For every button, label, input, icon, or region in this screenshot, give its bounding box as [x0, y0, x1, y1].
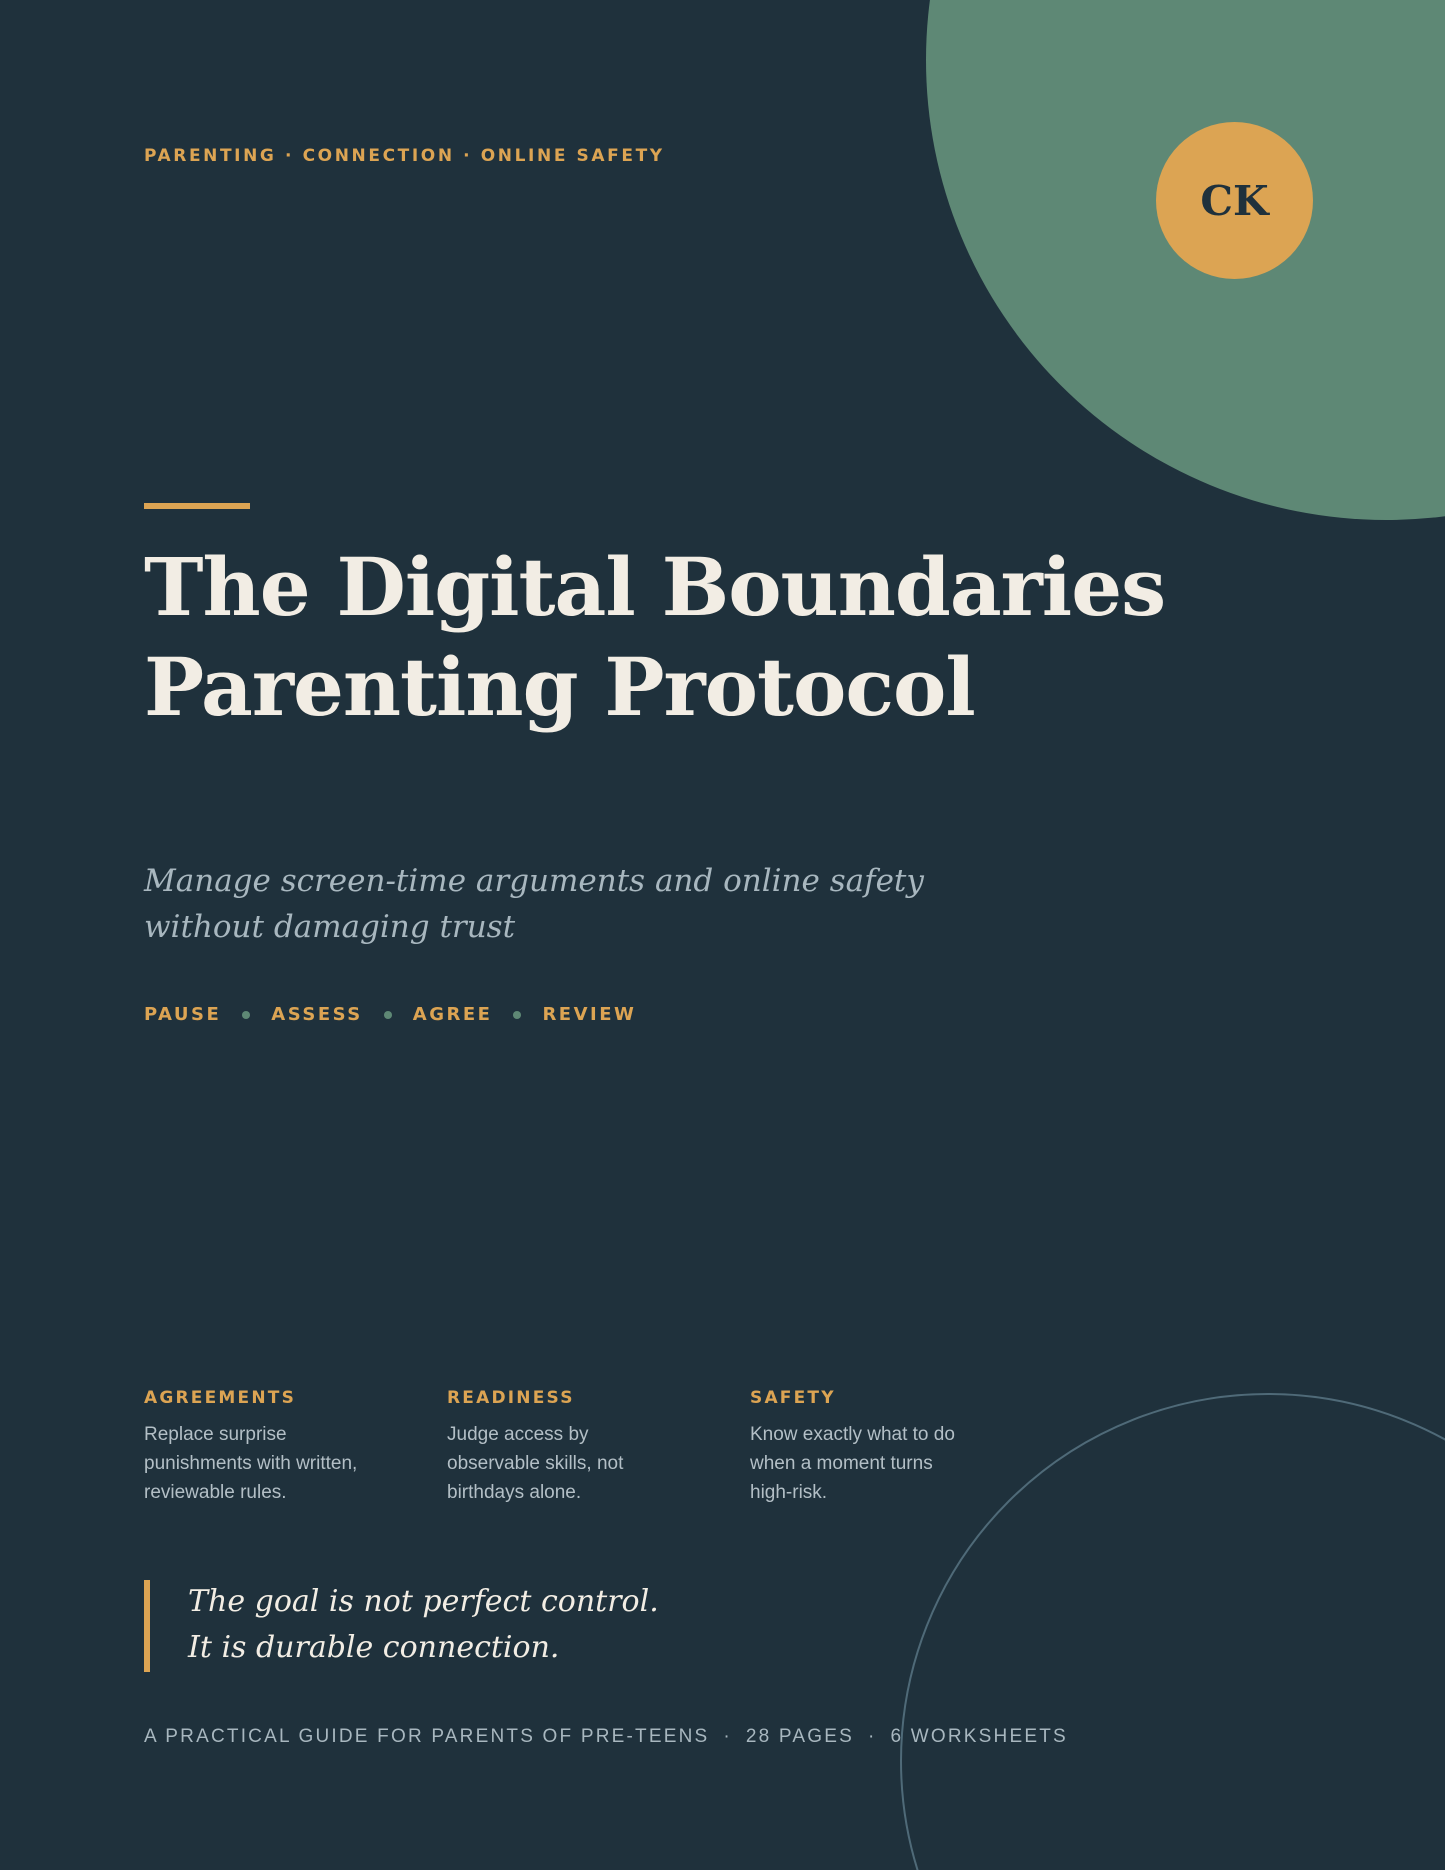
- step-separator-dot: [242, 1011, 250, 1019]
- feature-heading: AGREEMENTS: [144, 1388, 297, 1408]
- protocol-steps: [144, 1004, 636, 1025]
- footer-audience: A PRACTICAL GUIDE FOR PARENTS OF PRE-TEENS: [144, 1726, 710, 1747]
- feature-text-line: high-risk.: [750, 1482, 828, 1503]
- feature-agreements: [144, 1388, 414, 1507]
- quote-line-2: It is durable connection.: [188, 1630, 560, 1665]
- feature-readiness: [447, 1388, 717, 1507]
- footer-worksheet-count: 6 WORKSHEETS: [890, 1726, 1068, 1747]
- feature-text-line: punishments with written,: [144, 1453, 358, 1474]
- footer-separator: ·: [867, 1726, 877, 1747]
- step-assess: ASSESS: [271, 1004, 363, 1025]
- feature-heading: SAFETY: [750, 1388, 836, 1408]
- feature-description: [447, 1420, 717, 1507]
- feature-safety: [750, 1388, 1020, 1507]
- feature-heading: READINESS: [447, 1388, 575, 1408]
- quote-line-1: The goal is not perfect control.: [188, 1584, 659, 1619]
- feature-text-line: observable skills, not: [447, 1453, 624, 1474]
- feature-text-line: when a moment turns: [750, 1453, 933, 1474]
- feature-text-line: Judge access by: [447, 1424, 589, 1445]
- feature-text-line: birthdays alone.: [447, 1482, 582, 1503]
- author-badge: [1156, 122, 1313, 279]
- cover-footer: [144, 1726, 1068, 1748]
- step-separator-dot: [384, 1011, 392, 1019]
- step-pause: PAUSE: [144, 1004, 222, 1025]
- category-kicker: PARENTING · CONNECTION · ONLINE SAFETY: [144, 146, 665, 166]
- page-title: [144, 537, 1165, 737]
- quote-accent-bar: [144, 1580, 150, 1672]
- feature-text-line: reviewable rules.: [144, 1482, 287, 1503]
- feature-text-line: Replace surprise: [144, 1424, 287, 1445]
- subtitle: [144, 858, 924, 950]
- badge-initials: CK: [1200, 176, 1269, 225]
- step-separator-dot: [513, 1011, 521, 1019]
- subtitle-line-1: Manage screen-time arguments and online safety: [144, 863, 924, 899]
- subtitle-line-2: without damaging trust: [144, 909, 516, 945]
- feature-description: [750, 1420, 1020, 1507]
- feature-text-line: Know exactly what to do: [750, 1424, 955, 1445]
- feature-description: [144, 1420, 414, 1507]
- footer-separator: ·: [723, 1726, 732, 1747]
- step-review: REVIEW: [542, 1004, 637, 1025]
- title-line-2: Parenting Protocol: [144, 640, 975, 734]
- footer-page-count: 28 PAGES: [745, 1726, 854, 1747]
- pull-quote: [188, 1579, 659, 1671]
- title-line-1: The Digital Boundaries: [144, 540, 1166, 634]
- step-agree: AGREE: [412, 1004, 493, 1025]
- title-accent-rule: [144, 503, 250, 509]
